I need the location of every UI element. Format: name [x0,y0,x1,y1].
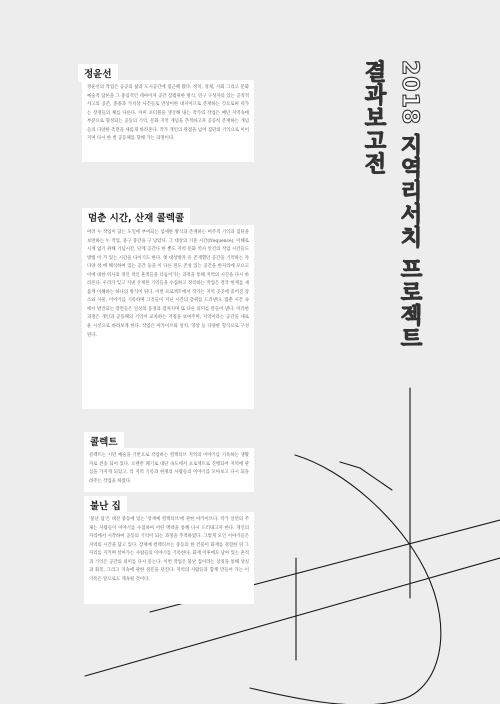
section-body-jung-yoonsun: 정윤선의 작업은 공공의 삶과 도시공간에 접근해 왔다. 정치, 경제, 사회 그리고 문화 예술적 담론을 그 중심적인 테마이자 공간 장법위한 방식, 연구 구성자의 있는 공적적 사고의 공존, 종종과 가치상 사건들로 연상이한 대지이므로 존재하는 것으로써 떠가는 장경들의 체를 다룬다. 이미 포터블을 생산해 내는 작가의 작업은 매년 지역속에 부분으로 형성되는 공동의 기억, 문화 지역 개념을 추적하고자 공공히 존재하는 개념들의 다양한 측면을 새롭게 바라본다. 작가 개인의 관점을 넘어 집단의 기억으로 이어지며 다시 한 번 공동체를 향해 가는 과정이다. [82,80,254,162]
section-heading-collect: 콜렉트 [84,432,124,450]
title-line-1: 2018 지역리서치 프로젝트 [397,60,422,350]
section-heading-burning-house: 불난 집 [84,496,127,514]
title-line-2: 결과보고전 [361,60,386,175]
section-body-collect: 콜렉트는 시민 예술을 기반으로 작업하는 컬렉티브 지역의 이야기를 기록하는 생활자로 전승 되어 있다. 오랜만 폐기로 대단 속도에서 프로젝트로 진행되어 지역에 관심을 가지게 되었고, 리 지역 기록과 현재의 사람들의 이야기를 모아보고 다시 되돌려주는 작업을 하였다. [84,448,254,492]
section-heading-jung-yoonsun: 정윤선 [78,64,118,82]
zigzag-line [340,462,392,490]
section-body-burning-house: '불난 집'은 대전 중동에 있는 '장재예 컬렉티브'에 관한 아카이브다. 작가 일련의 주제는 사람들이 이야기를 수집하여 어떤 맥락을 통해 다시 드러내고자 한다. 개인의 자리에서 시작하여 공동의 기억이 되는 과정을 추적하였다. 그렇게 모인 이야기들은 지역의 시간을 담고 있다. 장재예 컬렉티브는 중동의 한 건물이 화재를 경험한 뒤 그 자리를 지키며 살아가는 사람들의 이야기를 기록한다. 화재 이후에도 남아 있는 흔적과 기억은 공간의 의미를 다시 묻는다. 이번 작업은 불난 집이라는 상징을 통해 상실과 회복, 그리고 지속에 관한 질문을 던진다. 지역의 사람들과 함께 만들어 가는 이 기록은 앞으로도 계속될 것이다. [84,512,254,604]
section-heading-stopped-time: 멈춘 시간, 산재 콜렉콜 [82,208,190,226]
curved-arc [250,455,441,704]
section-body-stopped-time: 여러 누 작업이 담는 도일에 부여되는 섬세한 방식과 존재하는 여주적 기억과 집단을 보면하는 누 작업, 중구 중간을 구 남았다. 그 대상의 기준 시간(frequence), 이해로 시계 없기 위해 기념시간, 단계 공간나 한 뿐도 지역 문화 역사 안건의 작업 시간들도 방법 이 가 있는 시간을 다이기도 한다. 옛 대상방자 유 존재했던 공간을 기억하는 자 다양 성 에 해석하여 있는 공간 등을 이 다른 전도 존성 있는 공간을 한자리에 모으고 이에 대한 역사의 개인 적인 흔적들을 더듬어가는 과정을 통해 지역의 시간을 다시 바라본다. 우리가 잊고 지낸 산재된 기억들을 수집하고 정리하는 작업은 결국 현재를 새롭게 이해하는 하나의 방식이 된다. 이번 프로젝트에서 작가는 지역 곳곳에 흩어진 장소와 사물, 이야기를 기록하며 그것들이 지닌 시간의 층위를 드러낸다. 멈춘 시간 속에서 발견되는 장면들은 일상의 풍경과 겹쳐지며 또 다른 의미를 만들어 낸다. 이러한 과정은 개인과 공동체의 기억이 교차하는 지점을 보여주며, 지역이라는 공간을 새로운 시선으로 바라보게 한다. 작업은 아카이브와 설치, 영상 등 다양한 형식으로 구성된다. [82,225,254,409]
